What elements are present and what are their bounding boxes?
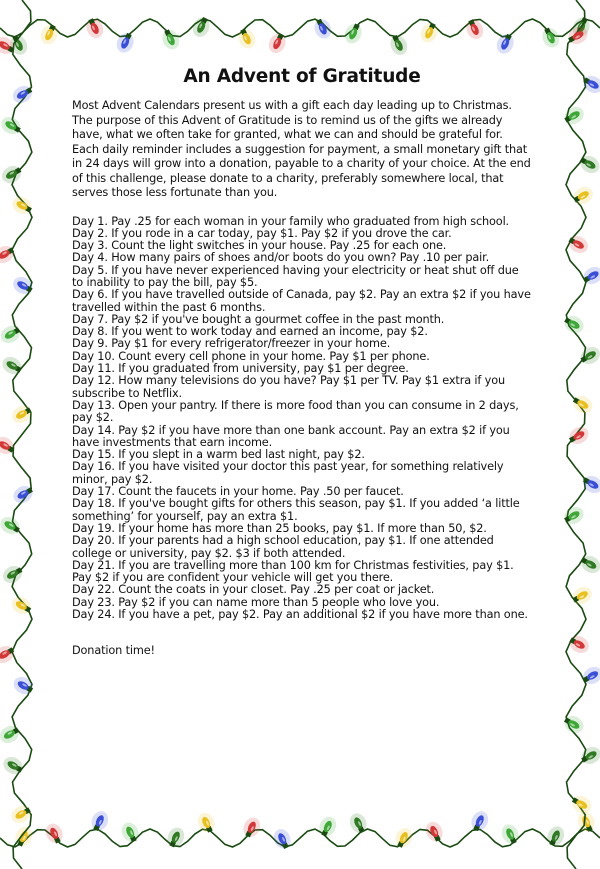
day-item: Day 15. If you slept in a warm bed last night, pay $2. (72, 448, 365, 462)
light-bulb (311, 16, 334, 41)
light-bulb (494, 32, 517, 57)
day-item: Day 16. If you have visited your doctor this past year, for something relatively minor, pay $2. (72, 460, 504, 486)
light-bulb (316, 814, 339, 839)
light-bulb (240, 815, 263, 840)
light-bulb (235, 26, 258, 51)
light-bulb (38, 22, 61, 47)
light-bulb (0, 723, 22, 747)
light-bulb (562, 104, 587, 128)
day-item: Day 19. If your home has more than 25 books, pay $1. If more than 50, $2. (72, 521, 487, 535)
light-bulb (0, 114, 23, 138)
day-item: Day 3. Count the light switches in your house. Pay .25 for each one. (72, 239, 447, 253)
day-item: Day 9. Pay $1 for every refrigerator/freezer in your home. (72, 337, 391, 351)
light-bulb (575, 809, 598, 834)
light-bulb (119, 820, 142, 845)
day-item: Day 1. Pay .25 for each woman in your family who graduated from high school. (72, 214, 510, 228)
page-title: An Advent of Gratitude (183, 66, 421, 87)
light-bulb (164, 825, 187, 850)
light-bulb (577, 153, 600, 177)
light-bulb (0, 563, 25, 587)
light-bulb (578, 344, 600, 368)
day-item: Day 8. If you went to work today and earned an income, pay $2. (72, 325, 428, 339)
light-bulb (0, 323, 23, 347)
intro-paragraph: Most Advent Calendars present us with a gift each day leading up to Christmas. The purpose of this Advent of Gratitude is to remind us of the gifts we already have, what we often take for granted, what we can and should be grateful for. Each daily reminder includes a suggestion for payment, a small monetary gift that in 24 days will grow into a donation, payable to a charity of your choice. At the end of this challenge, please donate to a charity, preferably somewhere local, that serves those less fortunate than you. (72, 99, 531, 199)
light-bulb (12, 824, 35, 849)
light-bulb (566, 424, 591, 448)
light-bulb (418, 20, 441, 45)
light-bulb (83, 16, 106, 41)
light-bulb (468, 808, 491, 833)
light-bulb (159, 27, 182, 52)
day-item: Day 5. If you have never experienced having your electricity or heat shut off due to inability to pay the bill, pay $5. (72, 263, 519, 289)
day-item: Day 23. Pay $2 if you can name more than 5 people who love you. (72, 595, 440, 609)
light-bulb (266, 31, 289, 56)
light-bulb (580, 664, 600, 688)
light-bulb (580, 264, 600, 288)
day-item: Day 4. How many pairs of shoes and/or boots do you own? Pay .10 per pair. (72, 251, 490, 265)
light-bulb (570, 584, 595, 608)
light-bulb (423, 819, 446, 844)
light-bulb (569, 793, 594, 817)
light-bulb (342, 21, 365, 46)
day-item: Day 2. If you rode in a car today, pay $1. Pay $2 if you drove the car. (72, 226, 452, 240)
day-item: Day 21. If you are travelling more than 100 km for Christmas festivities, pay $1. Pay $2 if you are confident your vehicle will get you there. (72, 558, 514, 585)
day-item: Day 17. Count the faucets in your home. Pay .50 per faucet. (72, 485, 404, 499)
light-bulb (570, 393, 595, 417)
light-bulb (0, 514, 23, 538)
day-item: Day 24. If you have a pet, pay $2. Pay an additional $2 if you have more than one. (72, 608, 528, 621)
light-bulb (190, 15, 213, 40)
light-bulb (347, 811, 370, 836)
light-bulb (0, 754, 25, 778)
day-item: Day 14. Pay $2 if you have more than one bank account. Pay an extra $2 if you have investments that earn income. (72, 423, 510, 449)
light-bulb (10, 483, 35, 507)
light-bulb (578, 744, 600, 768)
day-item: Day 12. How many televisions do you have? Pay $1 per TV. Pay $1 extra if you subscribe to Netflix. (72, 374, 505, 400)
light-bulb (566, 233, 591, 257)
light-bulb (387, 33, 410, 58)
day-item: Day 18. If you've bought gifts for others this season, pay $1. If you added ‘a little something’ for yourself, pay an extra $1. (72, 497, 520, 523)
day-item: Day 11. If you graduated from university, pay $1 per degree. (72, 362, 409, 376)
light-bulb (567, 633, 592, 657)
light-bulb (561, 713, 586, 737)
light-bulb (271, 826, 294, 851)
light-bulb (11, 674, 36, 698)
day-item: Day 6. If you have travelled outside of Canada, pay $2. Pay an extra $2 if you have travelled within the past 6 months. (72, 288, 531, 314)
light-bulb (539, 25, 562, 50)
light-bulb (0, 354, 25, 378)
daily-reminders-list (72, 216, 532, 622)
light-bulb (561, 504, 586, 528)
light-bulb (43, 821, 66, 846)
closing-line: Donation time! (72, 644, 155, 658)
day-item: Day 7. Pay $2 if you've bought a gourmet coffee in the past month. (72, 312, 445, 326)
day-item: Day 10. Count every cell phone in your home. Pay $1 per phone. (72, 349, 430, 363)
light-bulb (10, 274, 35, 298)
light-bulb (571, 184, 596, 208)
day-item: Day 20. If your parents had a high school education, pay $1. If one attended college or university, pay $2. $3 if both attended. (72, 534, 494, 560)
light-bulb (578, 553, 600, 577)
light-bulb (561, 313, 586, 337)
light-bulb (499, 822, 522, 847)
document-page (72, 66, 532, 669)
day-item: Day 13. Open your pantry. If there is more food than you can consume in 2 days, pay $2. (72, 398, 519, 425)
day-item: Day 22. Count the coats in your closet. Pay .25 per coat or jacket. (72, 583, 435, 597)
